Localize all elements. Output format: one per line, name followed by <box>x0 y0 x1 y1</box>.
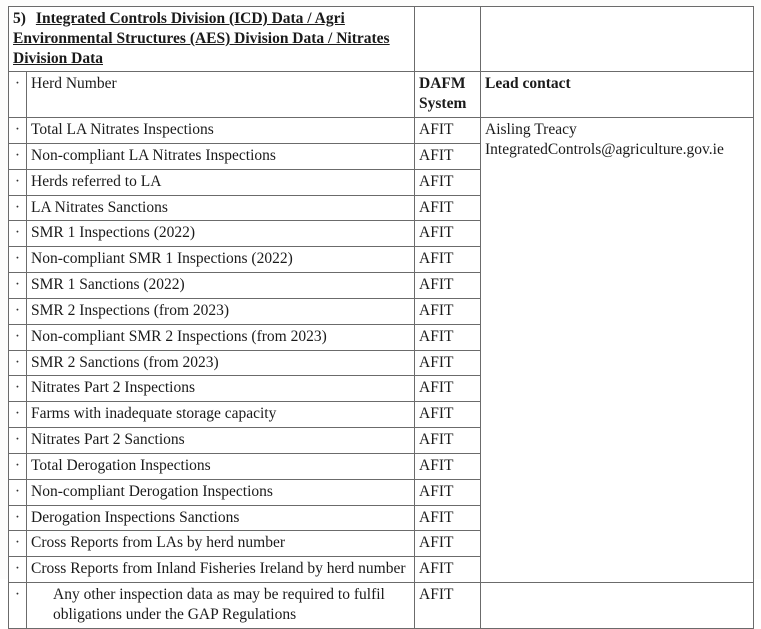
lead-contact-name: Aisling Treacy <box>485 121 577 139</box>
item-label: Total Derogation Inspections <box>27 453 415 479</box>
bullet-marker: · <box>9 453 27 479</box>
item-label: Nitrates Part 2 Sanctions <box>27 428 415 454</box>
system-label: AFIT <box>415 557 481 583</box>
lead-contact-header: Lead contact <box>481 72 754 118</box>
item-label: Herds referred to LA <box>27 169 415 195</box>
section-number: 5) <box>13 10 26 27</box>
bullet-marker: · <box>9 169 27 195</box>
system-label: AFIT <box>415 169 481 195</box>
bullet-marker: · <box>9 376 27 402</box>
bullet-marker: · <box>9 221 27 247</box>
table-row <box>9 583 754 629</box>
section-title: Integrated Controls Division (ICD) Data / Agri Environmental Structures (AES) Division Data / Nitrates Division Data <box>13 10 390 67</box>
lead-contact-email[interactable]: IntegratedControls@agriculture.gov.ie <box>485 140 724 158</box>
item-label: Non-compliant LA Nitrates Inspections <box>27 143 415 169</box>
item-label: LA Nitrates Sanctions <box>27 195 415 221</box>
system-label: AFIT <box>415 273 481 299</box>
item-label: Total LA Nitrates Inspections <box>27 118 415 144</box>
item-label: Cross Reports from LAs by herd number <box>27 531 415 557</box>
system-label: AFIT <box>415 221 481 247</box>
bullet-marker: · <box>9 428 27 454</box>
section-lead-cell <box>481 7 754 72</box>
bullet-marker: · <box>9 143 27 169</box>
table-row <box>9 118 754 144</box>
system-label: AFIT <box>415 402 481 428</box>
bullet-marker: · <box>9 247 27 273</box>
item-label: Farms with inadequate storage capacity <box>27 402 415 428</box>
system-label: AFIT <box>415 247 481 273</box>
bullet-marker: · <box>9 298 27 324</box>
system-header-line2: System <box>419 95 467 113</box>
bullet-marker: · <box>9 195 27 221</box>
data-requirements-table <box>8 6 754 629</box>
system-label: AFIT <box>415 428 481 454</box>
lead-contact-cell <box>481 118 754 583</box>
table-row-section-header <box>9 7 754 72</box>
system-label: AFIT <box>415 531 481 557</box>
table-row-column-headers <box>9 72 754 118</box>
item-label: Non-compliant SMR 1 Inspections (2022) <box>27 247 415 273</box>
system-header-line1: DAFM <box>419 75 466 93</box>
system-label: AFIT <box>415 479 481 505</box>
bullet-marker: · <box>9 273 27 299</box>
item-label: Nitrates Part 2 Inspections <box>27 376 415 402</box>
bullet-marker: · <box>9 118 27 144</box>
bullet-marker: · <box>9 505 27 531</box>
bullet-marker: · <box>9 479 27 505</box>
item-label: Cross Reports from Inland Fisheries Ireland by herd number <box>27 557 415 583</box>
system-label: AFIT <box>415 195 481 221</box>
system-header <box>415 72 481 118</box>
section-system-cell <box>415 7 481 72</box>
table-body <box>9 7 754 629</box>
bullet-marker: · <box>9 531 27 557</box>
bullet-marker: · <box>9 350 27 376</box>
system-label: AFIT <box>415 118 481 144</box>
item-label: SMR 1 Sanctions (2022) <box>27 273 415 299</box>
item-label: SMR 2 Sanctions (from 2023) <box>27 350 415 376</box>
bullet-marker: · <box>9 583 27 629</box>
system-label: AFIT <box>415 324 481 350</box>
system-label: AFIT <box>415 583 481 629</box>
system-label: AFIT <box>415 453 481 479</box>
item-label: Non-compliant Derogation Inspections <box>27 479 415 505</box>
system-label: AFIT <box>415 376 481 402</box>
item-label: Non-compliant SMR 2 Inspections (from 2023) <box>27 324 415 350</box>
system-label: AFIT <box>415 143 481 169</box>
bullet-marker: · <box>9 402 27 428</box>
item-label: Any other inspection data as may be required to fulfil obligations under the GAP Regulations <box>27 583 415 629</box>
item-label: SMR 2 Inspections (from 2023) <box>27 298 415 324</box>
system-label: AFIT <box>415 505 481 531</box>
system-label: AFIT <box>415 298 481 324</box>
bullet-marker: · <box>9 324 27 350</box>
section-title-cell <box>9 7 415 72</box>
bullet-marker: · <box>9 72 27 118</box>
item-label: SMR 1 Inspections (2022) <box>27 221 415 247</box>
bullet-marker: · <box>9 557 27 583</box>
item-header: Herd Number <box>27 72 415 118</box>
item-label: Derogation Inspections Sanctions <box>27 505 415 531</box>
lead-contact-cell-empty <box>481 583 754 629</box>
system-label: AFIT <box>415 350 481 376</box>
